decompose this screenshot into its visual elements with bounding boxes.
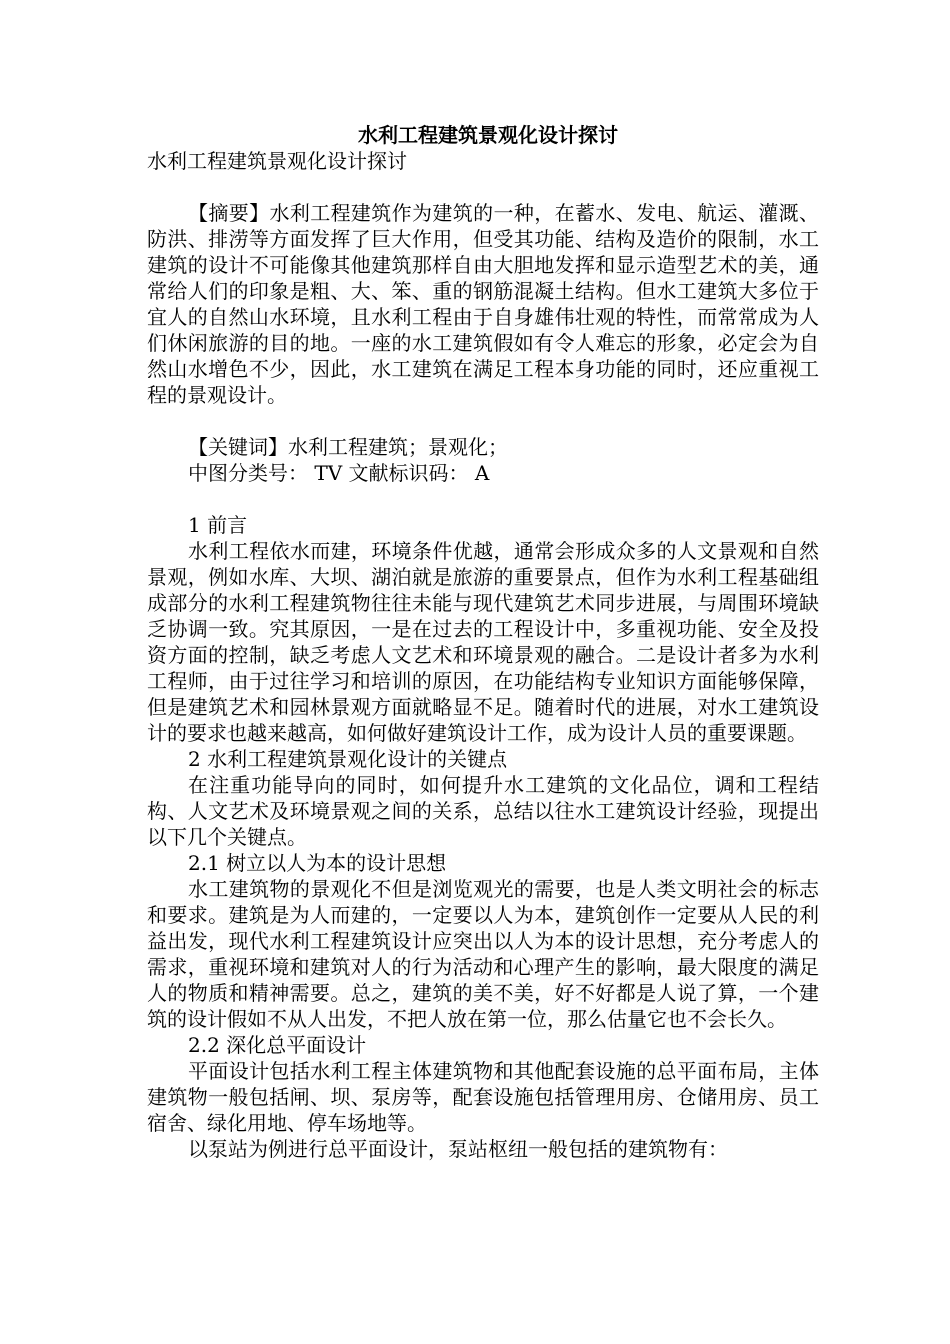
section-2-1-paragraph: 水工建筑物的景观化不但是浏览观光的需要，也是人类文明社会的标志和要求。建筑是为人而建的，一定要以人为本，建筑创作一定要从人民的利益出发，现代水利工程建筑设计应突出以人为本的设计思想，充分考虑人的需求，重视环境和建筑对人的行为活动和心理产生的影响，最大限度的满足人的物质和精神需要。总之，建筑的美不美，好不好都是人说了算，一个建筑的设计假如不从人出发，不把人放在第一位，那么估量它也不会长久。 [147, 877, 819, 1031]
section-1-heading: 1 前言 [188, 513, 248, 537]
classification-line: 中图分类号： TV 文献标识码： A [188, 461, 490, 485]
section-2-2-heading: 2.2 深化总平面设计 [188, 1033, 367, 1057]
keywords-line: 【关键词】水利工程建筑；景观化； [188, 435, 508, 459]
spacer [147, 408, 819, 434]
section-2-2-paragraph-2: 以泵站为例进行总平面设计，泵站枢纽一般包括的建筑物有： [188, 1137, 728, 1161]
document-title: 水利工程建筑景观化设计探讨 [358, 123, 618, 147]
abstract-paragraph: 【摘要】水利工程建筑作为建筑的一种，在蓄水、发电、航运、灌溉、防洪、排涝等方面发挥了巨大作用，但受其功能、结构及造价的限制，水工建筑的设计不可能像其他建筑那样自由大胆地发挥和显示造型艺术的美，通常给人们的印象是粗、大、笨、重的钢筋混凝土结构。但水工建筑大多位于宜人的自然山水环境，且水利工程由于自身雄伟壮观的特性，而常常成为人们休闲旅游的目的地。一座的水工建筑假如有令人难忘的形象，必定会为自然山水增色不少，因此，水工建筑在满足工程本身功能的同时，还应重视工程的景观设计。 [147, 201, 819, 407]
section-2-heading: 2 水利工程建筑景观化设计的关键点 [188, 747, 508, 771]
section-1-paragraph: 水利工程依水而建，环境条件优越，通常会形成众多的人文景观和自然景观，例如水库、大坝、湖泊就是旅游的重要景点，但作为水利工程基础组成部分的水利工程建筑物往往未能与现代建筑艺术同步进展，与周围环境缺乏协调一致。究其原因，一是在过去的工程设计中，多重视功能、安全及投资方面的控制，缺乏考虑人文艺术和环境景观的融合。二是设计者多为水利工程师，由于过往学习和培训的原因，在功能结构专业知识方面能够保障，但是建筑艺术和园林景观方面就略显不足。随着时代的进展，对水工建筑设计的要求也越来越高，如何做好建筑设计工作，成为设计人员的重要课题。 [147, 539, 819, 745]
section-2-1-heading: 2.1 树立以人为本的设计思想 [188, 851, 447, 875]
spacer [147, 486, 819, 512]
section-2-paragraph: 在注重功能导向的同时，如何提升水工建筑的文化品位，调和工程结构、人文艺术及环境景观之间的关系，总结以往水工建筑设计经验，现提出以下几个关键点。 [147, 773, 819, 849]
document-body [147, 122, 819, 1162]
section-2-2-paragraph: 平面设计包括水利工程主体建筑物和其他配套设施的总平面布局，主体建筑物一般包括闸、坝、泵房等，配套设施包括管理用房、仓储用房、员工宿舍、绿化用地、停车场地等。 [147, 1059, 819, 1135]
document-subtitle: 水利工程建筑景观化设计探讨 [147, 149, 407, 173]
spacer [147, 174, 819, 200]
